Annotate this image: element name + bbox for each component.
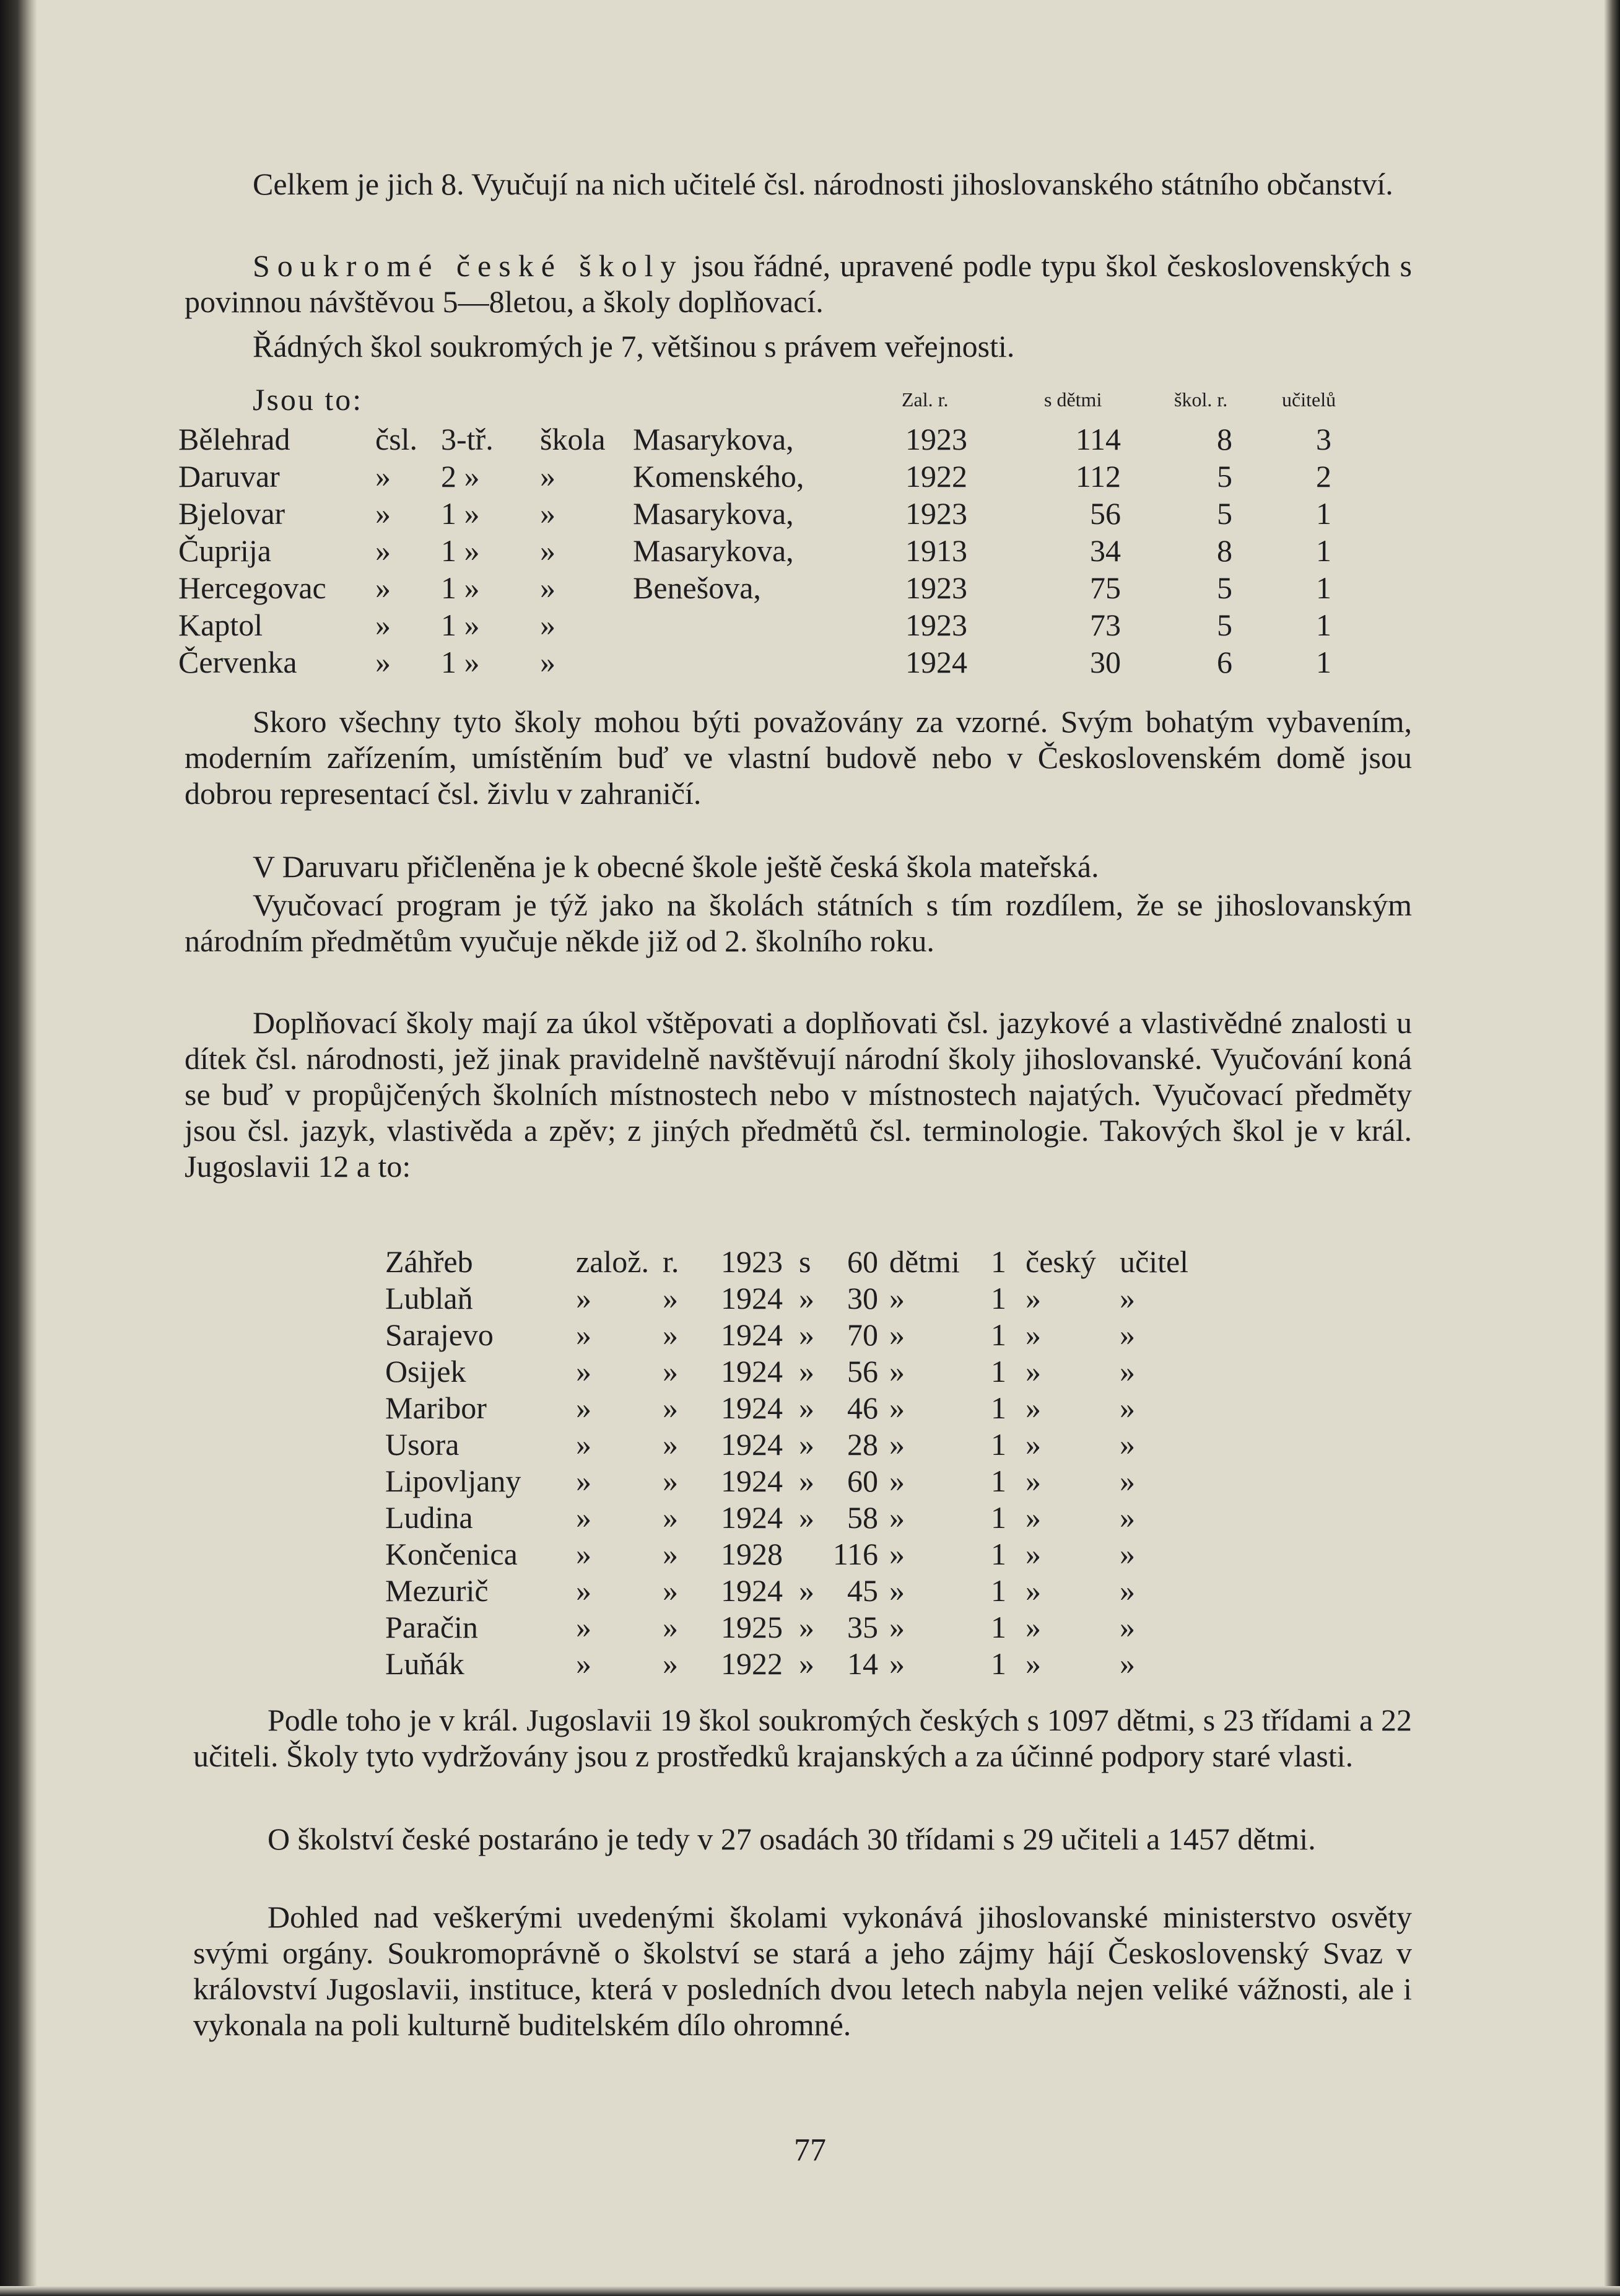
table1-cell-children: 30 [1090,645,1121,679]
table2-row [0,1536,1620,1572]
table2-cell-n: 35 [847,1610,878,1644]
table2-cell-one: 1 [991,1427,1006,1462]
table1-cell-teachers: 2 [1316,459,1331,494]
table1-header-children: s dětmi [1044,388,1102,411]
table2-cell-n: 58 [847,1500,878,1535]
table2-cell-n: 116 [832,1537,878,1571]
table2-cell-d: » [889,1427,905,1462]
table2-cell-f: » [1120,1464,1135,1498]
table2-cell-n: 60 [847,1464,878,1498]
table2-row [0,1646,1620,1682]
table2-cell-d: » [889,1646,905,1681]
table2-row [0,1244,1620,1280]
table1-cell-children: 56 [1090,496,1121,531]
table1-cell-place: Bjelovar [178,496,285,531]
table2-cell-place: Osijek [385,1354,466,1389]
table1-row [0,533,1620,569]
table2-cell-one: 1 [991,1500,1006,1535]
table1-cell-year: 1923 [905,570,967,605]
table2-cell-b: » [663,1317,678,1352]
table2-cell-year: 1923 [721,1244,783,1279]
paragraph-8: Podle toho je v král. Jugoslavii 19 škol soukromých českých s 1097 dětmi, s 23 třídami a 22 učiteli. Školy tyto vydržovány jsou z prostředků krajanských a za účinné podpory staré vlasti. [193,1703,1412,1773]
table2-cell-year: 1925 [721,1610,783,1644]
table1-cell-classes: 5 [1217,570,1232,605]
table2-cell-f: » [1120,1354,1135,1389]
table2-cell-one: 1 [991,1537,1006,1571]
table2-cell-s: s [799,1244,811,1279]
table2-cell-e: » [1026,1500,1041,1535]
table2-cell-a: » [576,1610,591,1644]
table1-cell-teachers: 1 [1316,496,1331,531]
table1-cell-name: Benešova, [633,570,761,605]
table2-cell-d: » [889,1537,905,1571]
table2-cell-one: 1 [991,1354,1006,1389]
table2-cell-f: učitel [1120,1244,1189,1279]
table2-cell-d: dětmi [889,1244,960,1279]
table2-cell-f: » [1120,1500,1135,1535]
table2-row [0,1573,1620,1609]
paragraph-5: V Daruvaru přičleněna je k obecné škole ještě česká škola mateřská. [253,849,1099,884]
table1-cell-place: Daruvar [178,459,280,494]
table1-cell-children: 75 [1090,570,1121,605]
table1-cell-b: 1 » [441,608,480,642]
table2-cell-s: » [799,1281,814,1316]
table1-cell-classes: 6 [1217,645,1232,679]
table2-cell-f: » [1120,1390,1135,1425]
table2-cell-n: 56 [847,1354,878,1389]
table2-cell-one: 1 [991,1281,1006,1316]
table1-cell-place: Čuprija [178,533,271,568]
table1-cell-a: » [375,533,391,568]
table2-cell-b: » [663,1537,678,1571]
table2-cell-n: 70 [847,1317,878,1352]
table2-cell-e: » [1026,1427,1041,1462]
table2-cell-place: Paračin [385,1610,478,1644]
table2-cell-place: Končenica [385,1537,518,1571]
table1-cell-a: čsl. [375,422,418,456]
table1-cell-place: Hercegovac [178,570,326,605]
table2-cell-a: » [576,1390,591,1425]
paragraph-6: Vyučovací program je týž jako na školách státních s tím rozdílem, že se jihoslovanským národním předmětům vyučuje někde již od 2. školního roku. [185,888,1412,958]
table2-cell-a: » [576,1317,591,1352]
table2-cell-one: 1 [991,1244,1006,1279]
table1-cell-classes: 5 [1217,459,1232,494]
table2-cell-e: český [1026,1244,1096,1279]
table2-cell-a: » [576,1281,591,1316]
table2-cell-d: » [889,1281,905,1316]
table2-cell-year: 1924 [721,1354,783,1389]
table2-cell-e: » [1026,1573,1041,1608]
table1-row [0,458,1620,494]
table1-cell-classes: 8 [1217,533,1232,568]
table2-cell-one: 1 [991,1573,1006,1608]
table1-cell-year: 1913 [905,533,967,568]
table2-cell-d: » [889,1573,905,1608]
table2-cell-place: Maribor [385,1390,487,1425]
table1-cell-classes: 5 [1217,608,1232,642]
page-number: 77 [794,2132,826,2168]
table2-cell-a: » [576,1646,591,1681]
table2-cell-e: » [1026,1317,1041,1352]
table2-cell-f: » [1120,1537,1135,1571]
table2-cell-a: » [576,1573,591,1608]
table1-cell-c: » [540,496,555,531]
table2-cell-a: » [576,1354,591,1389]
paragraph-9: O školství české postaráno je tedy v 27 osadách 30 třídami s 29 učiteli a 1457 dětmi. [268,1822,1316,1856]
table2-cell-f: » [1120,1281,1135,1316]
table2-cell-year: 1924 [721,1390,783,1425]
table2-cell-year: 1928 [721,1537,783,1571]
table1-row [0,644,1620,680]
table2-cell-one: 1 [991,1464,1006,1498]
paragraph-10: Dohled nad veškerými uvedenými školami vykonává jihoslovanské ministerstvo osvěty svými orgány. Soukromoprávně o školství se stará a jeho zájmy hájí Československý Svaz v království Jugoslavii, instituce, která v posledních dvou letech nabyla nejen veliké vážnosti, ale i vykonala na poli kulturně buditelském dílo ohromné. [193,1900,1412,2042]
table2-cell-year: 1922 [721,1646,783,1681]
table2-cell-b: » [663,1646,678,1681]
table2-cell-b: » [663,1390,678,1425]
table2-cell-f: » [1120,1317,1135,1352]
table2-cell-e: » [1026,1464,1041,1498]
table2-row [0,1317,1620,1353]
table2-cell-s: » [799,1390,814,1425]
table2-cell-s: » [799,1573,814,1608]
table1-cell-teachers: 1 [1316,608,1331,642]
table2-cell-place: Mezurič [385,1573,489,1608]
paragraph-2 [116,248,1412,320]
table1-cell-c: » [540,570,555,605]
table2-cell-year: 1924 [721,1464,783,1498]
table2-cell-year: 1924 [721,1317,783,1352]
paragraph-3: Řádných škol soukromých je 7, většinou s právem veřejnosti. [253,329,1015,364]
table2-cell-s: » [799,1646,814,1681]
table1-cell-b: 3-tř. [441,422,494,456]
table2-row [0,1499,1620,1535]
table1-cell-c: » [540,459,555,494]
paragraph-1: Celkem je jich 8. Vyučují na nich učitelé čsl. národnosti jihoslovanského státního občanství. [253,167,1393,201]
table1-cell-place: Červenka [178,645,297,679]
table1-cell-children: 73 [1090,608,1121,642]
table2-cell-n: 28 [847,1427,878,1462]
table1-cell-year: 1923 [905,496,967,531]
table1-cell-teachers: 3 [1316,422,1331,456]
table2-cell-a: » [576,1464,591,1498]
table1-cell-classes: 8 [1217,422,1232,456]
table2-cell-place: Ludina [385,1500,473,1535]
table1-header-row [0,382,1620,417]
table2-cell-d: » [889,1464,905,1498]
table1-row [0,495,1620,531]
table2-cell-f: » [1120,1573,1135,1608]
table1-cell-name: Masarykova, [633,496,794,531]
table2-cell-b: » [663,1500,678,1535]
table2-cell-year: 1924 [721,1500,783,1535]
table2-cell-a: » [576,1537,591,1571]
table1-cell-c: » [540,533,555,568]
table2-cell-s: » [799,1317,814,1352]
table2-cell-n: 45 [847,1573,878,1608]
table2-row [0,1280,1620,1316]
paragraph-4: Skoro všechny tyto školy mohou býti považovány za vzorné. Svým bohatým vybavením, moderním zařízením, umístěním buď ve vlastní budově nebo v Československém domě jsou dobrou representací čsl. živlu v zahraničí. [185,704,1412,811]
table1-cell-teachers: 1 [1316,533,1331,568]
table2-cell-n: 14 [847,1646,878,1681]
table2-cell-b: r. [663,1244,679,1279]
table1-cell-b: 2 » [441,459,480,494]
table2-cell-b: » [663,1464,678,1498]
paragraph-2-rest: jsou řádné, upravené podle typu škol československých s povinnou návštěvou 5—8letou, a školy doplňovací. [185,248,1412,319]
table1-header-year: Zal. r. [902,388,949,411]
table2-cell-d: » [889,1500,905,1535]
table1-cell-c: » [540,645,555,679]
table1-row [0,421,1620,457]
table2-cell-a: založ. [576,1244,649,1279]
table2-cell-place: Lublaň [385,1281,473,1316]
table2-cell-s: » [799,1610,814,1644]
table2-cell-n: 46 [847,1390,878,1425]
table2-cell-s: » [799,1464,814,1498]
table1-header-classes: škol. r. [1174,388,1228,411]
table1-cell-b: 1 » [441,570,480,605]
table1-cell-year: 1923 [905,608,967,642]
table2-cell-place: Sarajevo [385,1317,494,1352]
table2-cell-f: » [1120,1427,1135,1462]
table2-cell-e: » [1026,1281,1041,1316]
table1-cell-year: 1923 [905,422,967,456]
table2-cell-f: » [1120,1610,1135,1644]
spaced-heading: Soukromé české školy [253,248,684,283]
table2-cell-a: » [576,1500,591,1535]
table2-cell-b: » [663,1354,678,1389]
table1-cell-children: 112 [1075,459,1121,494]
table1-cell-children: 34 [1090,533,1121,568]
table1-cell-year: 1922 [905,459,967,494]
table1-cell-teachers: 1 [1316,645,1331,679]
table2-row [0,1390,1620,1426]
table2-cell-d: » [889,1390,905,1425]
table2-cell-b: » [663,1427,678,1462]
table2-row [0,1353,1620,1389]
table1-header-teachers: učitelů [1282,388,1336,411]
table2-cell-one: 1 [991,1317,1006,1352]
table2-cell-one: 1 [991,1610,1006,1644]
table2-cell-year: 1924 [721,1427,783,1462]
table2-row [0,1463,1620,1499]
table2-cell-b: » [663,1610,678,1644]
table1-cell-teachers: 1 [1316,570,1331,605]
table2-cell-place: Záhřeb [385,1244,473,1279]
table1-cell-year: 1924 [905,645,967,679]
table2-cell-f: » [1120,1646,1135,1681]
table2-cell-a: » [576,1427,591,1462]
table2-cell-place: Luňák [385,1646,464,1681]
table1-cell-a: » [375,459,391,494]
table2-cell-one: 1 [991,1646,1006,1681]
table2-cell-e: » [1026,1646,1041,1681]
table1-cell-b: 1 » [441,533,480,568]
paragraph-7: Doplňovací školy mají za úkol vštěpovati a doplňovati čsl. jazykové a vlastivědné znalosti u dítek čsl. národnosti, jež jinak pravidelně navštěvují národní školy jihoslovanské. Vyučování koná se buď v propůjčených školních místnostech nebo v místnostech najatých. Vyučovací předměty jsou čsl. jazyk, vlastivěda a zpěv; z jiných předmětů čsl. terminologie. Takových škol je v král. Jugoslavii 12 a to: [185,1005,1412,1184]
table1-cell-children: 114 [1075,422,1121,456]
table2-cell-place: Usora [385,1427,459,1462]
table1-cell-c: škola [540,422,606,456]
table2-cell-d: » [889,1354,905,1389]
table1-cell-a: » [375,570,391,605]
table2-cell-e: » [1026,1537,1041,1571]
table2-cell-s: » [799,1427,814,1462]
table1-cell-name: Masarykova, [633,533,794,568]
table2-cell-s: » [799,1500,814,1535]
table1-cell-place: Kaptol [178,608,263,642]
table2-cell-b: » [663,1281,678,1316]
table1-row [0,607,1620,643]
table2-cell-s: » [799,1354,814,1389]
table2-row [0,1609,1620,1645]
table2-cell-e: » [1026,1610,1041,1644]
table2-cell-d: » [889,1317,905,1352]
table1-cell-name: Komenského, [633,459,804,494]
table1-intro: Jsou to: [253,382,364,417]
table1-cell-name: Masarykova, [633,422,794,456]
table1-cell-b: 1 » [441,496,480,531]
table1-cell-place: Bělehrad [178,422,290,456]
table2-cell-year: 1924 [721,1573,783,1608]
table2-cell-year: 1924 [721,1281,783,1316]
table2-cell-n: 30 [847,1281,878,1316]
table2-row [0,1426,1620,1462]
table2-cell-n: 60 [847,1244,878,1279]
table1-cell-c: » [540,608,555,642]
table2-cell-e: » [1026,1390,1041,1425]
table1-cell-a: » [375,645,391,679]
table2-cell-place: Lipovljany [385,1464,521,1498]
table1-cell-a: » [375,496,391,531]
table1-cell-b: 1 » [441,645,480,679]
table2-cell-d: » [889,1610,905,1644]
table1-cell-classes: 5 [1217,496,1232,531]
table2-cell-b: » [663,1573,678,1608]
table2-cell-e: » [1026,1354,1041,1389]
table1-cell-a: » [375,608,391,642]
table2-cell-one: 1 [991,1390,1006,1425]
table1-row [0,570,1620,606]
